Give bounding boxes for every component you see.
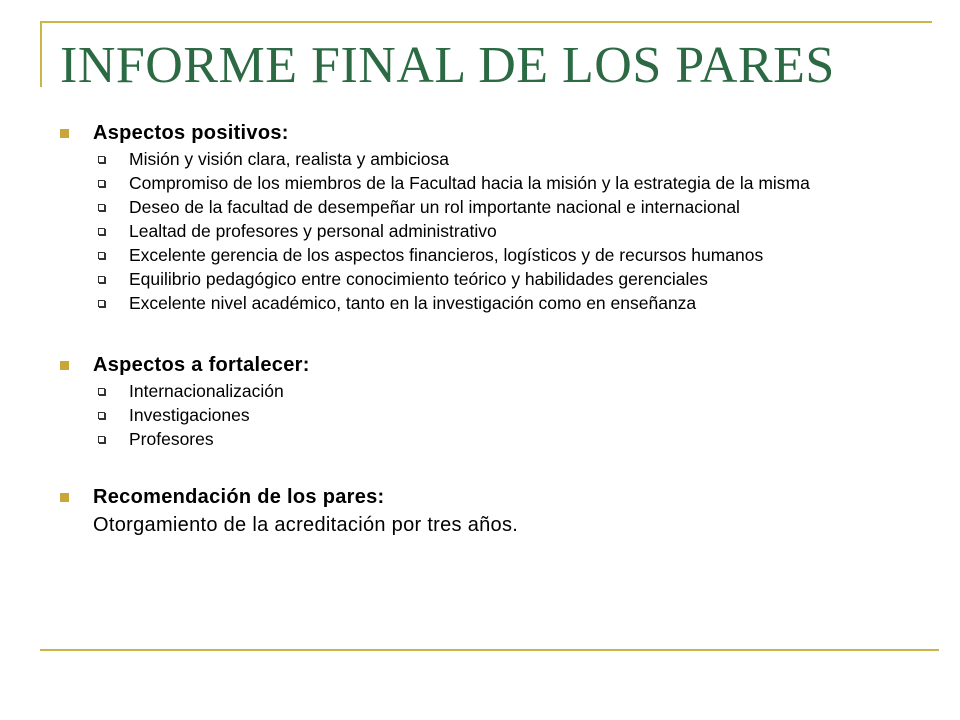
list-item	[58, 174, 908, 192]
list-item-text: Compromiso de los miembros de la Facultad hacia la misión y la estrategia de la misma	[129, 173, 810, 193]
hollow-square-bullet-icon	[98, 276, 105, 283]
section-heading-text: Aspectos a fortalecer:	[93, 354, 310, 376]
hollow-square-bullet-icon	[98, 156, 105, 163]
filled-square-bullet-icon	[60, 129, 69, 138]
list-item-text: Internacionalización	[129, 381, 284, 401]
list-item-text: Excelente nivel académico, tanto en la investigación como en enseñanza	[129, 293, 697, 313]
hollow-square-bullet-icon	[98, 300, 105, 307]
hollow-square-bullet-icon	[98, 204, 105, 211]
bottom-accent-rule	[40, 649, 939, 651]
section-heading	[58, 352, 908, 378]
hollow-square-bullet-icon	[98, 180, 105, 187]
section-heading-text: Recomendación de los pares:	[93, 486, 385, 508]
item-list	[58, 150, 908, 312]
list-item-text: Misión y visión clara, realista y ambiciosa	[129, 149, 449, 169]
list-item	[58, 294, 908, 312]
list-item	[58, 222, 908, 240]
list-item	[58, 270, 908, 288]
section-heading	[58, 120, 908, 146]
slide-title: INFORME FINAL DE LOS PARES	[60, 37, 835, 94]
slide-content	[58, 120, 908, 538]
hollow-square-bullet-icon	[98, 388, 105, 395]
hollow-square-bullet-icon	[98, 436, 105, 443]
list-item	[58, 406, 908, 424]
section-heading-text: Aspectos positivos:	[93, 122, 289, 144]
hollow-square-bullet-icon	[98, 228, 105, 235]
list-item-text: Lealtad de profesores y personal administrativo	[129, 221, 497, 241]
recommendation-text: Otorgamiento de la acreditación por tres años.	[93, 514, 519, 536]
list-item	[58, 246, 908, 264]
list-item-text: Profesores	[129, 429, 214, 449]
list-item-text: Excelente gerencia de los aspectos financieros, logísticos y de recursos humanos	[129, 245, 764, 265]
section-positive-aspects	[58, 120, 908, 312]
section-aspects-to-strengthen	[58, 352, 908, 448]
left-accent-rule	[40, 21, 42, 87]
list-item	[58, 382, 908, 400]
filled-square-bullet-icon	[60, 361, 69, 370]
list-item	[58, 150, 908, 168]
hollow-square-bullet-icon	[98, 252, 105, 259]
list-item-text: Equilibrio pedagógico entre conocimiento teórico y habilidades gerenciales	[129, 269, 708, 289]
section-heading	[58, 484, 908, 510]
hollow-square-bullet-icon	[98, 412, 105, 419]
top-accent-rule	[40, 21, 932, 23]
list-item-text: Investigaciones	[129, 405, 250, 425]
list-item	[58, 198, 908, 216]
item-list	[58, 382, 908, 448]
filled-square-bullet-icon	[60, 493, 69, 502]
list-item	[58, 430, 908, 448]
section-peer-recommendation	[58, 484, 908, 538]
list-item-text: Deseo de la facultad de desempeñar un rol importante nacional e internacional	[129, 197, 740, 217]
